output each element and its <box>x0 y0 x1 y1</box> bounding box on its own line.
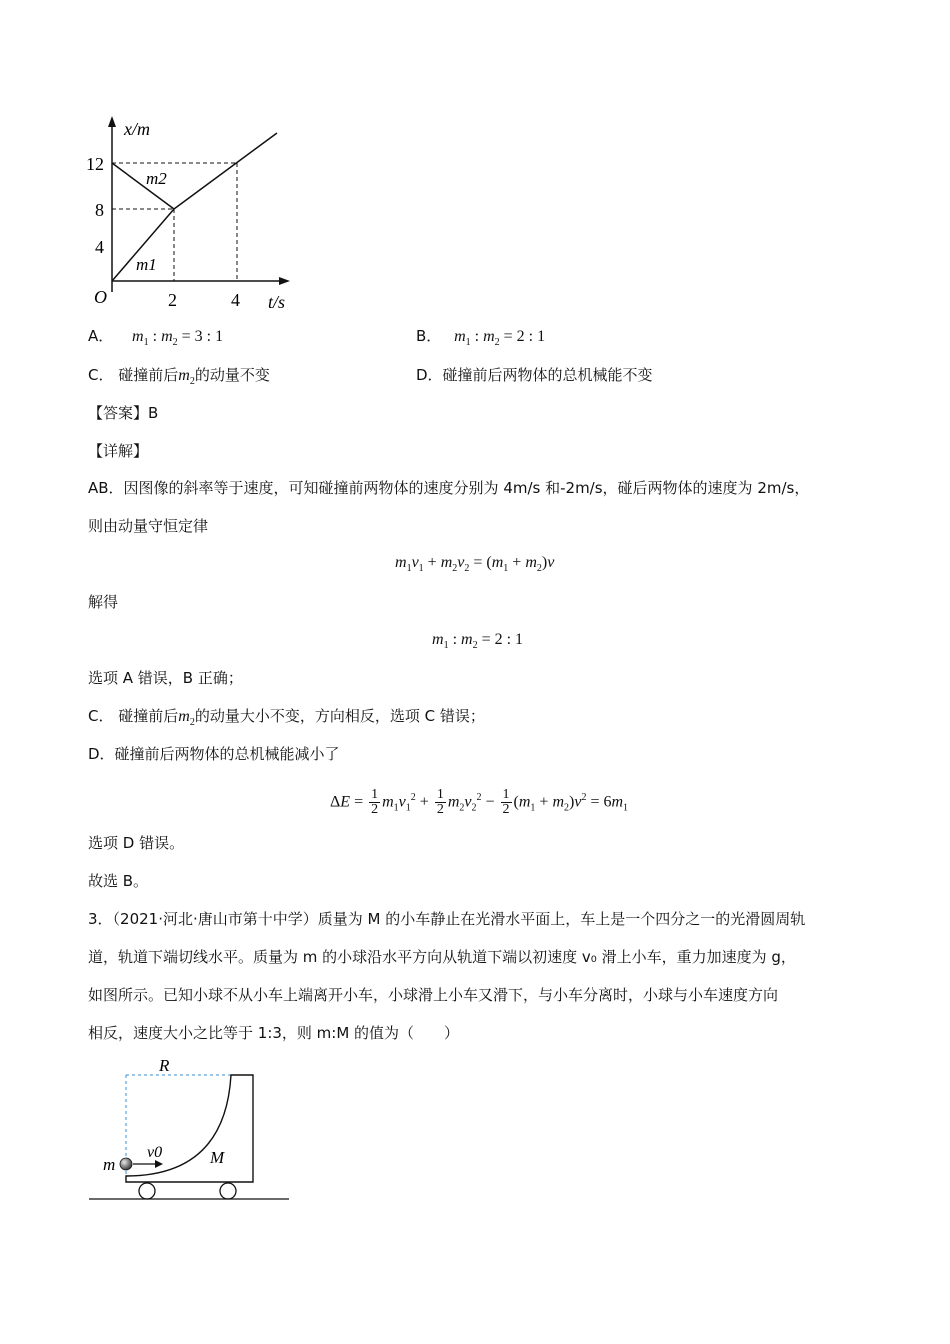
option-c-text: C． 碰撞前后 <box>88 366 179 384</box>
option-c: C． 碰撞前后$m_2$的动量不变 <box>88 366 270 388</box>
ab-line1: AB．因图像的斜率等于速度，可知碰撞前两物体的速度分别为 4m/s 和-2m/s，碰后两物体的速度为 2m/s， <box>88 479 810 497</box>
momentum-equation: $m_1v_1 + m_2v_2 = (m_1 + m_2)v$ <box>395 554 555 575</box>
ball <box>120 1158 132 1170</box>
wheel-left <box>139 1183 155 1199</box>
final-answer: 故选 B。 <box>88 872 149 890</box>
solve-label: 解得 <box>88 593 119 611</box>
q3-line1: 3．（2021·河北·唐山市第十中学）质量为 M 的小车静止在光滑水平面上，车上是一个四分之一的光滑圆周轨 <box>88 910 806 928</box>
y-tick-4: 4 <box>95 237 104 257</box>
answer: 【答案】B <box>88 404 159 422</box>
conclusion-ab: 选项 A 错误，B 正确； <box>88 669 243 687</box>
option-d: D．碰撞前后两物体的总机械能不变 <box>416 366 653 384</box>
y-axis-label: x/m <box>124 119 150 139</box>
energy-equation: ΔE = $\frac{1}{2}$ $m_1v_1^2$ + $\frac{1}{2}$ $m_2v_2^2$ − $\frac{1}{2}$ $(m_1 + m_2)v^2 = 6m_1$ <box>330 787 629 818</box>
xt-graph <box>80 110 320 320</box>
line-combined <box>174 133 277 209</box>
radius-label: R <box>159 1058 170 1075</box>
q3-line2: 道，轨道下端切线水平。质量为 m 的小球沿水平方向从轨道下端以初速度 v₀ 滑上小车，重力加速度为 g， <box>88 948 796 966</box>
option-b <box>416 326 545 353</box>
option-b-letter: B． <box>416 327 442 345</box>
option-a-letter: A． <box>88 327 114 345</box>
y-tick-8: 8 <box>95 200 104 220</box>
cart-figure <box>85 1058 295 1208</box>
car-label: M <box>210 1148 225 1167</box>
label-m1: m1 <box>136 255 157 274</box>
velocity-arrow-head <box>155 1160 163 1168</box>
q3-line3: 如图所示。已知小球不从小车上端离开小车，小球滑上小车又滑下，与小车分离时，小球与小车速度方向 <box>88 986 779 1004</box>
option-a <box>88 326 223 353</box>
ab-line2: 则由动量守恒定律 <box>88 517 209 535</box>
ball-label: m <box>103 1155 116 1174</box>
x-tick-4: 4 <box>231 290 240 310</box>
y-tick-12: 12 <box>86 154 104 174</box>
d-explanation: D．碰撞前后两物体的总机械能减小了 <box>88 745 340 763</box>
option-c-suffix: 的动量不变 <box>194 366 270 384</box>
ratio-result: $m_1$ : $m_2 = 2$ : 1 <box>432 631 524 652</box>
x-axis-arrow <box>279 277 290 285</box>
origin-label: O <box>94 287 107 307</box>
x-axis-label: t/s <box>268 292 286 312</box>
d-conclusion: 选项 D 错误。 <box>88 834 185 852</box>
wheel-right <box>220 1183 236 1199</box>
c-explanation: C． 碰撞前后$m_2$的动量大小不变，方向相反，选项 C 错误； <box>88 707 485 729</box>
label-m2: m2 <box>146 169 167 188</box>
q3-line4: 相反，速度大小之比等于 1:3，则 m:M 的值为（ ） <box>88 1024 460 1042</box>
cart-body <box>126 1075 253 1182</box>
velocity-label: v0 <box>147 1144 163 1161</box>
option-b-formula: $m_1$ : $m_2 = 2$ : 1 <box>454 328 546 349</box>
x-tick-2: 2 <box>168 290 177 310</box>
option-a-formula: $m_1$ : $m_2 = 3$ : 1 <box>132 328 224 349</box>
y-axis-arrow <box>108 116 116 127</box>
detail-label: 【详解】 <box>88 442 149 460</box>
